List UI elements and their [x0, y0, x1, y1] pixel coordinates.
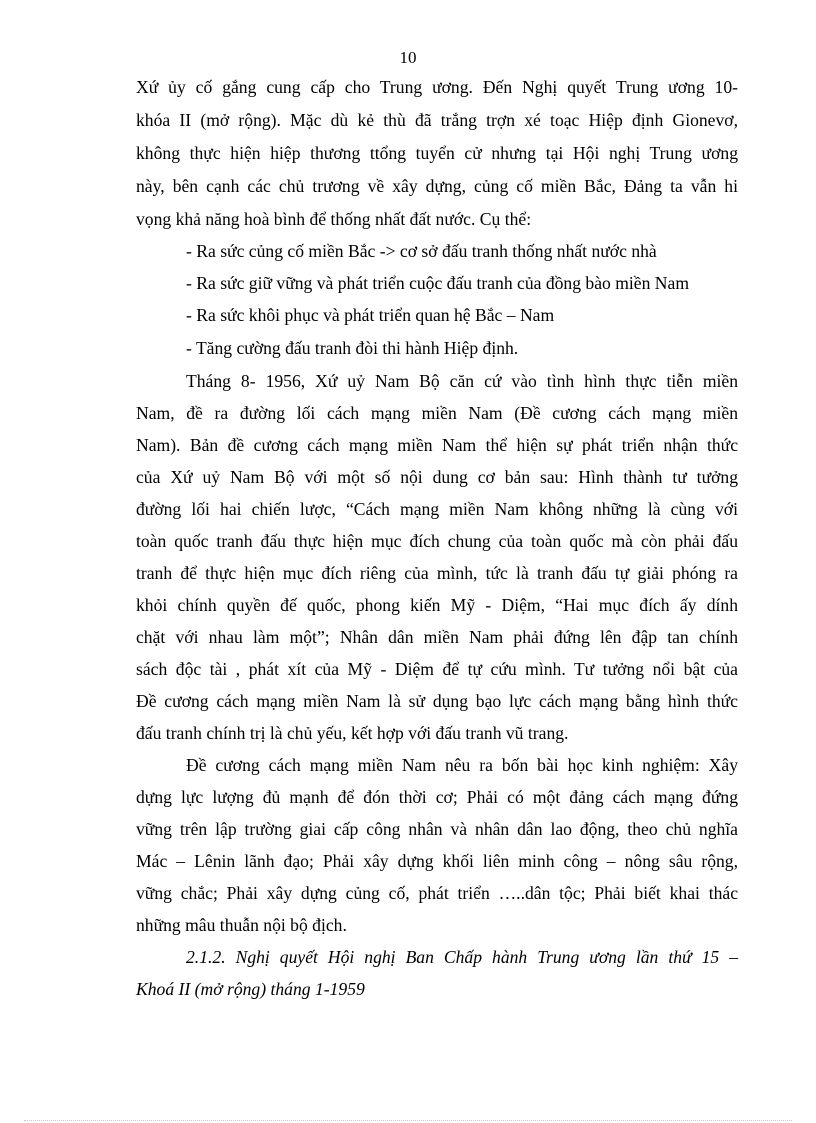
text-line: đấu tranh chính trị là chủ yếu, kết hợp với đấu tranh vũ trang.: [136, 723, 569, 743]
text-line: khóa II (mở rộng). Mặc dù kẻ thù đã trắng trợn xé toạc Hiệp định Gionevơ,: [136, 110, 738, 130]
paragraph-first-line: Đề cương cách mạng miền Nam nêu ra bốn bài học kinh nghiệm: Xây: [186, 755, 738, 775]
text-line: tranh để thực hiện mục đích riêng của mình, tức là tranh đấu tự giải phóng ra: [136, 563, 738, 583]
text-line: Nam, đề ra đường lối cách mạng miền Nam (Đề cương cách mạng miền: [136, 403, 738, 423]
text-line: sách độc tài , phát xít của Mỹ - Diệm để tự cứu mình. Tư tưởng nổi bật của: [136, 659, 738, 679]
text-line: những mâu thuẫn nội bộ địch.: [136, 915, 347, 935]
text-line: Xứ ủy cố gắng cung cấp cho Trung ương. Đến Nghị quyết Trung ương 10-: [136, 77, 738, 97]
section-heading: 2.1.2. Nghị quyết Hội nghị Ban Chấp hành Trung ương lần thứ 15 –: [186, 947, 738, 967]
text-line: đường lối hai chiến lược, “Cách mạng miền Nam không những là cùng với: [136, 499, 738, 519]
text-line: của Xứ uỷ Nam Bộ với một số nội dung cơ bản sau: Hình thành tư tưởng: [136, 467, 738, 487]
text-line: này, bên cạnh các chủ trương về xây dựng, củng cố miền Bắc, Đảng ta vẫn hi: [136, 176, 738, 196]
bullet-item: - Ra sức củng cố miền Bắc -> cơ sở đấu tranh thống nhất nước nhà: [186, 241, 657, 261]
section-heading-continued: Khoá II (mở rộng) tháng 1-1959: [136, 979, 365, 999]
text-line: vọng khả năng hoà bình để thống nhất đất nước. Cụ thể:: [136, 209, 532, 229]
text-line: Đề cương cách mạng miền Nam là sử dụng bạo lực cách mạng bằng hình thức: [136, 691, 738, 711]
text-line: dựng lực lượng đủ mạnh để đón thời cơ; Phải có một đảng cách mạng đứng: [136, 787, 738, 807]
bullet-item: - Tăng cường đấu tranh đòi thi hành Hiệp định.: [186, 338, 519, 358]
text-line: chặt với nhau làm một”; Nhân dân miền Nam phải đứng lên đập tan chính: [136, 627, 738, 647]
text-line: Mác – Lênin lãnh đạo; Phải xây dựng khối liên minh công – nông sâu rộng,: [136, 851, 738, 871]
bullet-item: - Ra sức khôi phục và phát triển quan hệ Bắc – Nam: [186, 305, 555, 325]
text-line: toàn quốc tranh đấu thực hiện mục đích chung của toàn quốc mà còn phải đấu: [136, 531, 738, 551]
paragraph-first-line: Tháng 8- 1956, Xứ uỷ Nam Bộ căn cứ vào tình hình thực tiễn miền: [186, 371, 738, 391]
text-line: vững trên lập trường giai cấp công nhân và nhân dân lao động, theo chủ nghĩa: [136, 819, 738, 839]
text-line: không thực hiện hiệp thương ttổng tuyển cử nhưng tại Hội nghị Trung ương: [136, 143, 738, 163]
page-number: 10: [399, 48, 417, 67]
page-bottom-divider: [24, 1120, 792, 1121]
text-line: Nam). Bản đề cương cách mạng miền Nam thể hiện sự phát triển nhận thức: [136, 435, 738, 455]
bullet-item: - Ra sức giữ vững và phát triển cuộc đấu tranh của đồng bào miền Nam: [186, 273, 690, 293]
text-line: vững chắc; Phải xây dựng củng cố, phát triển …..dân tộc; Phải biết khai thác: [136, 883, 738, 903]
text-line: khỏi chính quyền đế quốc, phong kiến Mỹ - Diệm, “Hai mục đích ấy dính: [136, 595, 738, 615]
